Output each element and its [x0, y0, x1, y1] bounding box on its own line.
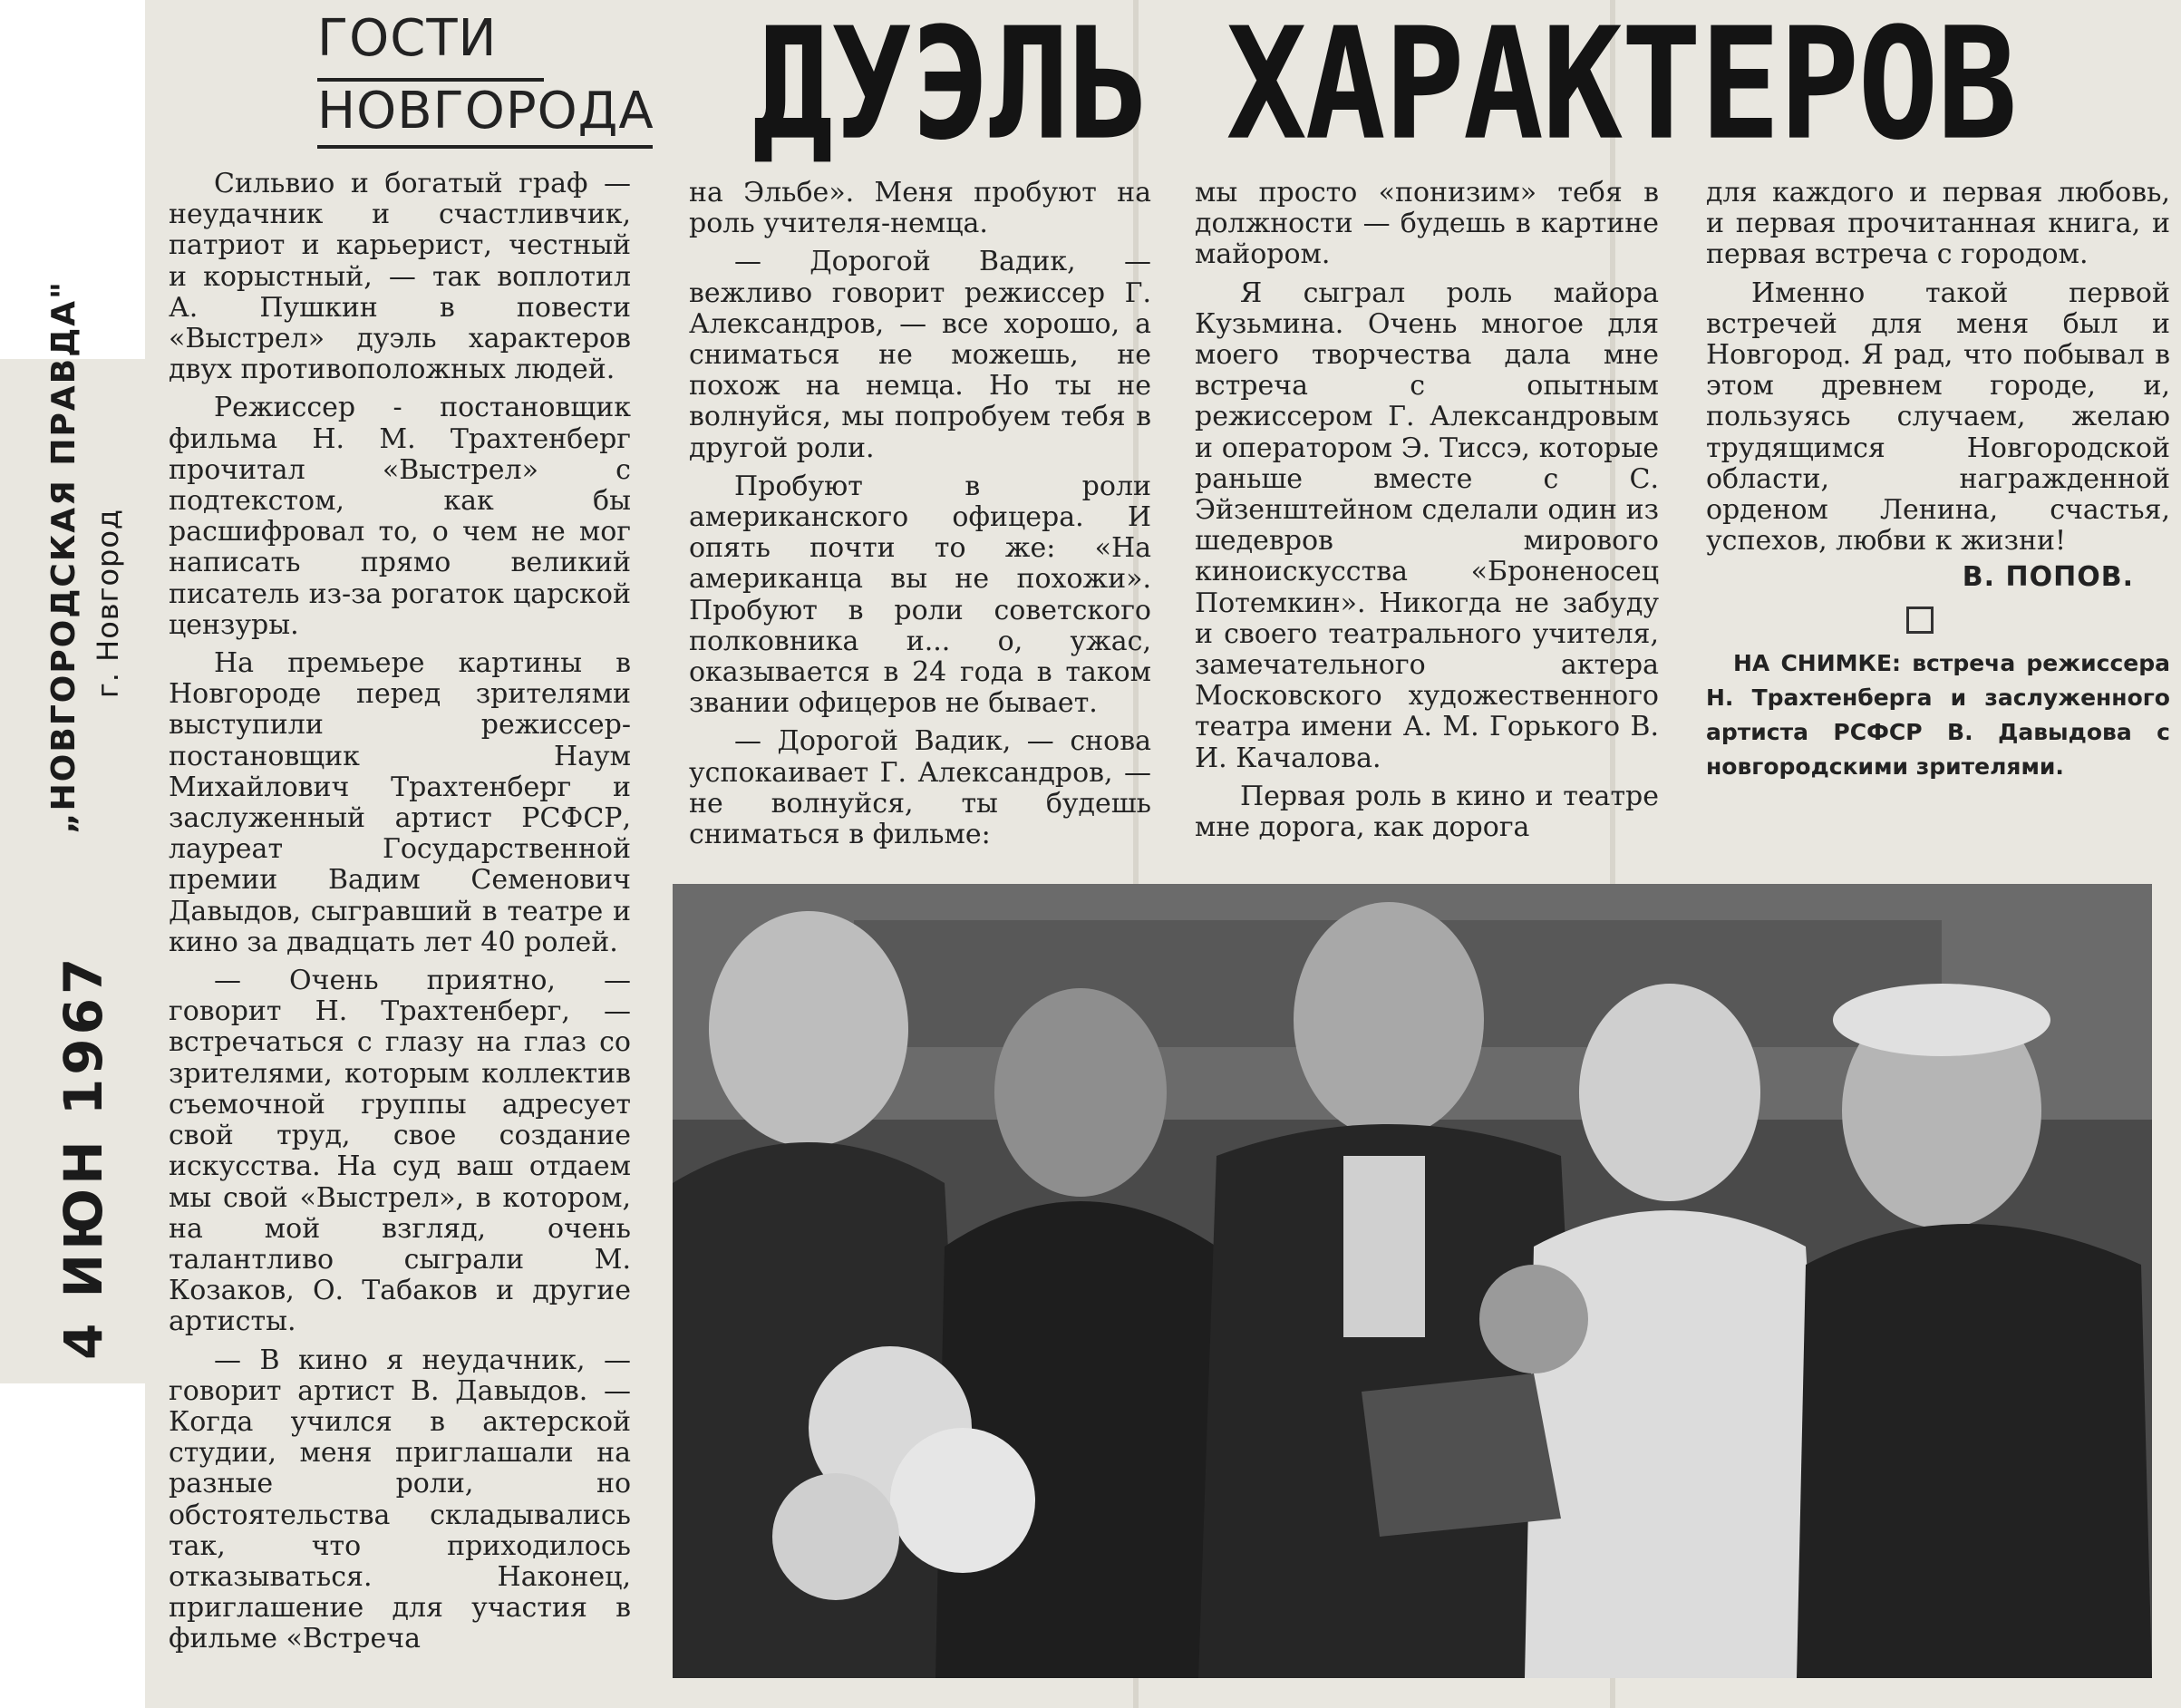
photo-image	[673, 884, 2152, 1678]
paragraph: На премьере картины в Новгороде перед зрителями выступили режиссер-постановщик Наум Михайлович Трахтенберг и заслуженный артист РСФСР, лауреат Государственной премии Вадим Семенович Давыдов, сыгравший в театре и кино за двадцать лет 40 ролей.	[169, 647, 631, 958]
article-photo	[673, 884, 2152, 1678]
article-column-1	[169, 169, 631, 1701]
rubric-title-line2: НОВГОРОДА	[317, 82, 654, 141]
paragraph: Я сыграл роль майора Кузьмина. Очень многое для моего творчества дала мне встреча с опытным режиссером Г. Александровым и оператором Э. Тиссэ, которые раньше вместе с С. Эйзенштейном сделали один из шедевров мирового киноискусства «Броненосец Потемкин». Никогда не забуду и своего театрального учителя, замечательного актера Московского художественного театра имени А. М. Горького В. И. Качалова.	[1195, 277, 1659, 774]
stamp-city: г. Новгород	[91, 508, 125, 698]
paragraph: Сильвио и богатый граф — неудачник и счастливчик, патриот и карьерист, честный и корыстный, — так воплотил А. Пушкин в повести «Выстрел» дуэль характеров двух противоположных людей.	[169, 169, 631, 386]
paragraph: для каждого и первая любовь, и первая прочитанная книга, и первая встреча с городом.	[1706, 178, 2170, 271]
paragraph: Первая роль в кино и театре мне дорога, как дорога	[1195, 780, 1659, 844]
paragraph: Пробуют в роли американского офицера. И опять почти то же: «На американца вы не похожи». Пробуют в роли советского полковника и... о, ужас, оказывается в 24 года в таком звании офицеров не бывает.	[689, 470, 1151, 720]
paragraph: на Эльбе». Меня пробуют на роль учителя-немца.	[689, 178, 1151, 240]
stamp-newspaper-name: „НОВГОРОДСКАЯ ПРАВДА"	[45, 280, 82, 834]
article-column-3	[1195, 178, 1659, 849]
paragraph: Режиссер - постановщик фильма Н. М. Трахтенберг прочитал «Выстрел» с подтекстом, как бы расшифровал то, о чем не мог написать прямо великий писатель из-за рогаток царской цензуры.	[169, 392, 631, 641]
stamp-date: 4 ИЮН 1967	[53, 954, 114, 1360]
end-of-article-mark	[1906, 607, 1934, 634]
photo-caption: НА СНИМКЕ: встреча режиссера Н. Трахтенберга и заслуженного артиста РСФСР В. Давыдова с новгородскими зрителями.	[1706, 649, 2170, 780]
rubric-underline	[317, 145, 653, 149]
paragraph: Именно такой первой встречей для меня был и Новгород. Я рад, что побывал в этом древнем городе, и, пользуясь случаем, желаю трудящимся Новгородской области, награжденной орденом Ленина, счастья, успехов, любви к жизни!	[1706, 277, 2170, 558]
paragraph: — В кино я неудачник, — говорит артист В. Давыдов. — Когда учился в актерской студии, меня приглашали на разные роли, но обстоятельства складывались так, что приходилось отказываться. Наконец, приглашение для участия в фильме «Встреча	[169, 1344, 631, 1655]
article-column-4	[1706, 178, 2170, 867]
article-headline: ДУЭЛЬ ХАРАКТЕРОВ	[752, 0, 2016, 174]
article-column-2	[689, 178, 1151, 849]
paragraph: — Дорогой Вадик, — снова успокаивает Г. Александров, — не волнуйся, ты будешь сниматься в фильме:	[689, 725, 1151, 849]
paragraph: — Дорогой Вадик, — вежливо говорит режиссер Г. Александров, — все хорошо, а сниматься не можешь, не похож на немца. Но ты не волнуйся, мы попробуем тебя в другой роли.	[689, 246, 1151, 464]
paragraph: — Очень приятно, — говорит Н. Трахтенберг, — встречаться с глазу на глаз со зрителями, которым коллектив съемочной группы адресует свой труд, свое создание искусства. На суд ваш отдаем мы свой «Выстрел», в котором, на мой взгляд, очень талантливо сыграли М. Козаков, О. Табаков и другие артисты.	[169, 965, 631, 1338]
rubric-title-line1: ГОСТИ	[317, 9, 498, 68]
author-signature: В. ПОПОВ.	[1962, 561, 2134, 594]
paragraph: мы просто «понизим» тебя в должности — будешь в картине майором.	[1195, 178, 1659, 271]
